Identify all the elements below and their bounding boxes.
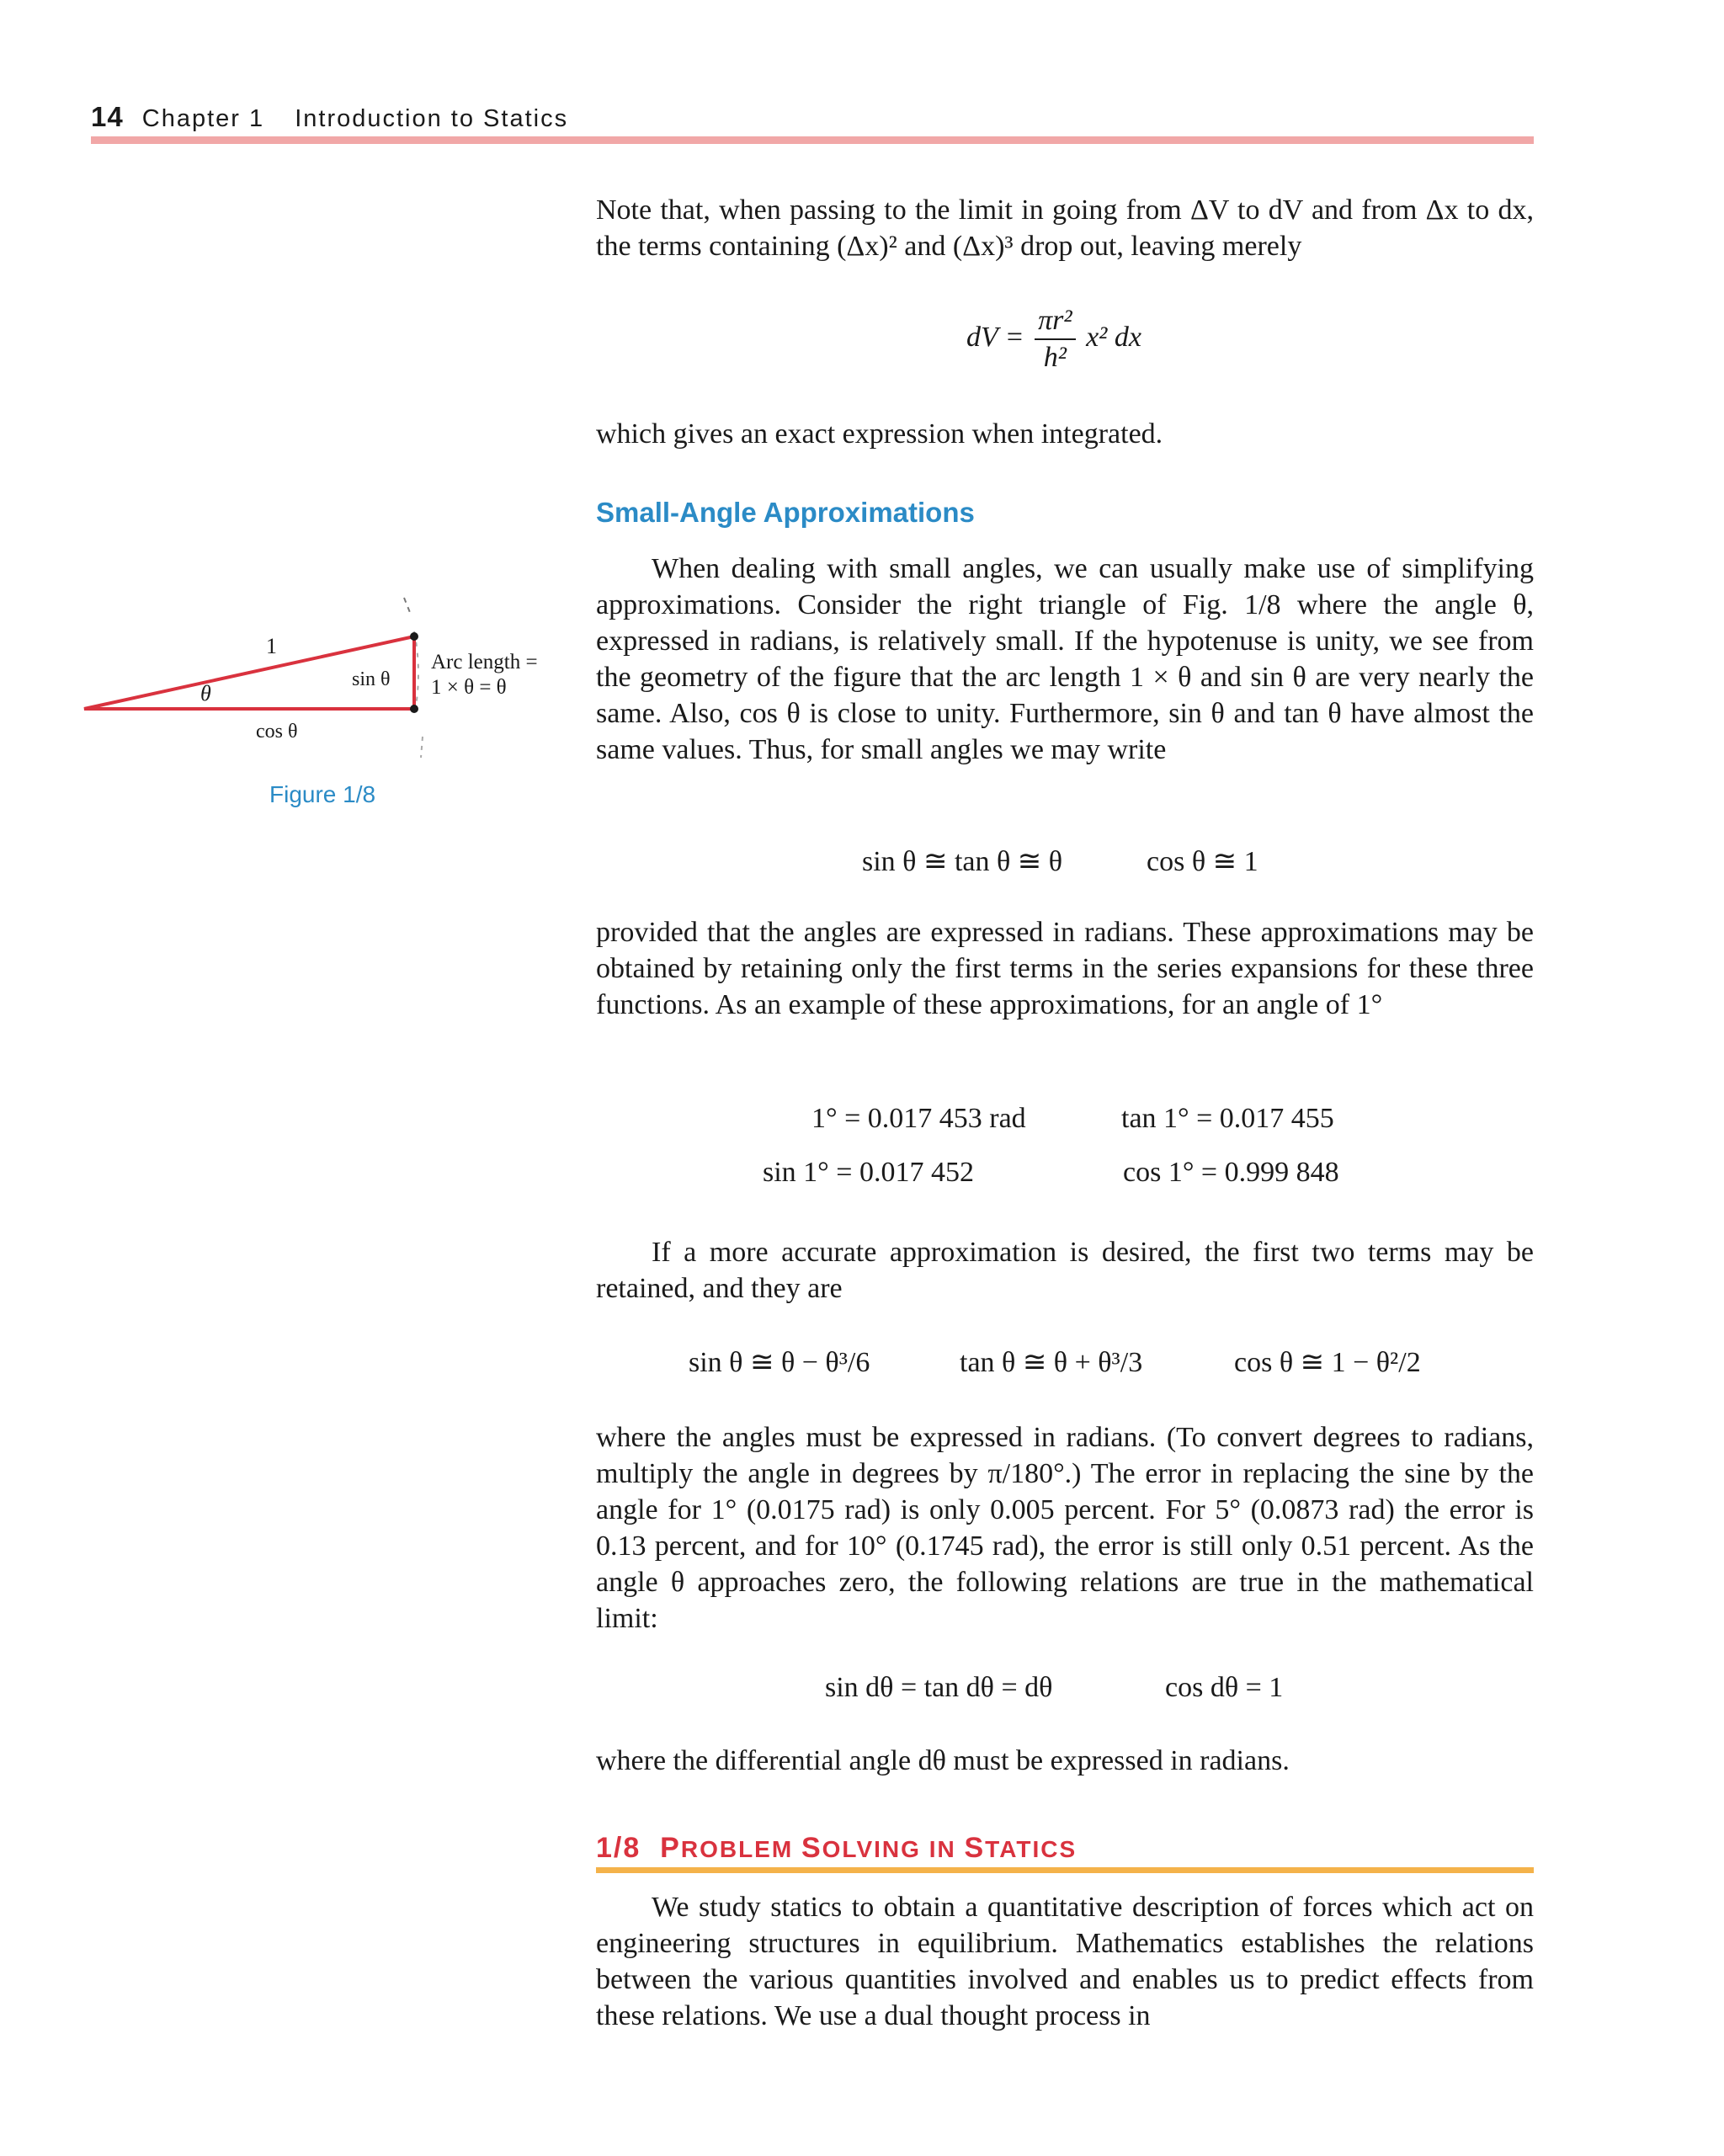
paragraph-6 (596, 1419, 1534, 1637)
equation-sin-1deg: sin 1° = 0.017 452 (763, 1157, 974, 1188)
equation-small-angle-left: sin θ ≅ tan θ ≅ θ (862, 846, 1063, 877)
equation-second-cos: cos θ ≅ 1 − θ²/2 (1234, 1347, 1421, 1378)
equation-limit-right: cos dθ = 1 (1165, 1672, 1284, 1703)
paragraph-8-text: We study statics to obtain a quantitative description of forces which act on engineering structures in equilibrium. Mathematics establishes the relations between the various quantities involved and enables us to predict effects from these relations. We use a dual thought process in (596, 1892, 1534, 2031)
equation-tan-1deg: tan 1° = 0.017 455 (1121, 1103, 1334, 1134)
arc-guide-top (404, 598, 411, 615)
equation-dv-lhs: dV = (966, 321, 1024, 353)
header-rule (91, 136, 1534, 144)
section-number: 1/8 (596, 1832, 641, 1864)
equation-small-angle-right: cos θ ≅ 1 (1147, 846, 1258, 877)
label-hypotenuse: 1 (266, 634, 277, 658)
equation-second-tan: tan θ ≅ θ + θ³/3 (960, 1347, 1143, 1378)
paragraph-3-text: When dealing with small angles, we can usually make use of simplifying approximations. Consider the right triangle of Fig. 1/8 where the angle θ, expressed in radians, is relatively small. If the hypotenuse is unity, we see from the geometry of the figure that the arc length 1 × θ and sin θ are very nearly the same. Also, cos θ is close to unity. Furthermore, sin θ and tan θ have almost the same values. Thus, for small angles we may write (596, 553, 1534, 765)
section-title-s1: S (801, 1832, 822, 1864)
paragraph-1 (596, 192, 1534, 264)
equation-limit-left: sin dθ = tan dθ = dθ (825, 1672, 1053, 1703)
page-number: 14 (91, 101, 124, 132)
running-header (91, 101, 568, 133)
section-heading (596, 1832, 1077, 1865)
subheading-small-angle: Small-Angle Approximations (596, 497, 975, 528)
label-theta: θ (200, 681, 211, 705)
paragraph-5 (596, 1234, 1534, 1307)
section-title-roblem: ROBLEM (680, 1836, 801, 1862)
equation-dv (966, 305, 1141, 374)
chapter-title: Introduction to Statics (295, 105, 569, 132)
paragraph-2-text: which gives an exact expression when integrated. (596, 418, 1163, 450)
figure-caption: Figure 1/8 (269, 781, 376, 807)
paragraph-6-text: where the angles must be expressed in radians. (To convert degrees to radians, multiply the angle in degrees by π/180°.) The error in replacing the sine by the angle for 1° (0.0175 rad) is only 0.005 percent. For 5° (0.0873 rad) the error is 0.13 percent, and for 10° (0.1745 rad), the error is still only 0.51 percent. As the angle θ approaches zero, the following relations are true in the mathematical limit: (596, 1422, 1534, 1634)
equation-1deg-rad: 1° = 0.017 453 rad (811, 1103, 1026, 1134)
section-title-p: P (660, 1832, 681, 1864)
label-cos-theta: cos θ (256, 721, 298, 743)
arc-guide-bottom (421, 737, 423, 758)
section-title-olving-in: OLVING IN (822, 1836, 965, 1862)
paragraph-4-text: provided that the angles are expressed in radians. These approximations may be obtained by retaining only the first terms in the series expansions for these three functions. As an example of these approximations, for an angle of 1° (596, 917, 1534, 1020)
section-title-s2: S (964, 1832, 986, 1864)
paragraph-2 (596, 416, 1534, 452)
equation-dv-numerator: πr² (1035, 305, 1075, 340)
label-sin-theta: sin θ (352, 668, 391, 690)
chapter-label: Chapter 1 (141, 105, 265, 132)
paragraph-4 (596, 914, 1534, 1023)
section-rule (596, 1867, 1534, 1873)
vertex-top (410, 632, 418, 641)
label-arc-value: 1 × θ = θ (431, 676, 507, 699)
vertex-right (410, 705, 418, 713)
paragraph-1-text: Note that, when passing to the limit in going from ΔV to dV and from Δx to dx, the terms containing (Δx)² and (Δx)³ drop out, leaving merely (596, 194, 1534, 262)
equation-dv-denominator: h² (1043, 342, 1067, 373)
section-title-tatics: TATICS (985, 1836, 1078, 1862)
paragraph-5-text: If a more accurate approximation is desired, the first two terms may be retained, and they are (596, 1237, 1534, 1304)
equation-dv-rhs: x² dx (1086, 321, 1141, 353)
paragraph-7 (596, 1743, 1534, 1779)
paragraph-7-text: where the differential angle dθ must be expressed in radians. (596, 1745, 1290, 1776)
paragraph-3 (596, 551, 1534, 768)
equation-second-sin: sin θ ≅ θ − θ³/6 (689, 1347, 870, 1378)
equation-dv-fraction (1035, 305, 1075, 374)
label-arc-length: Arc length = (431, 651, 538, 673)
paragraph-8 (596, 1889, 1534, 2034)
figure-1-8-diagram (76, 581, 581, 783)
equation-cos-1deg: cos 1° = 0.999 848 (1123, 1157, 1339, 1188)
